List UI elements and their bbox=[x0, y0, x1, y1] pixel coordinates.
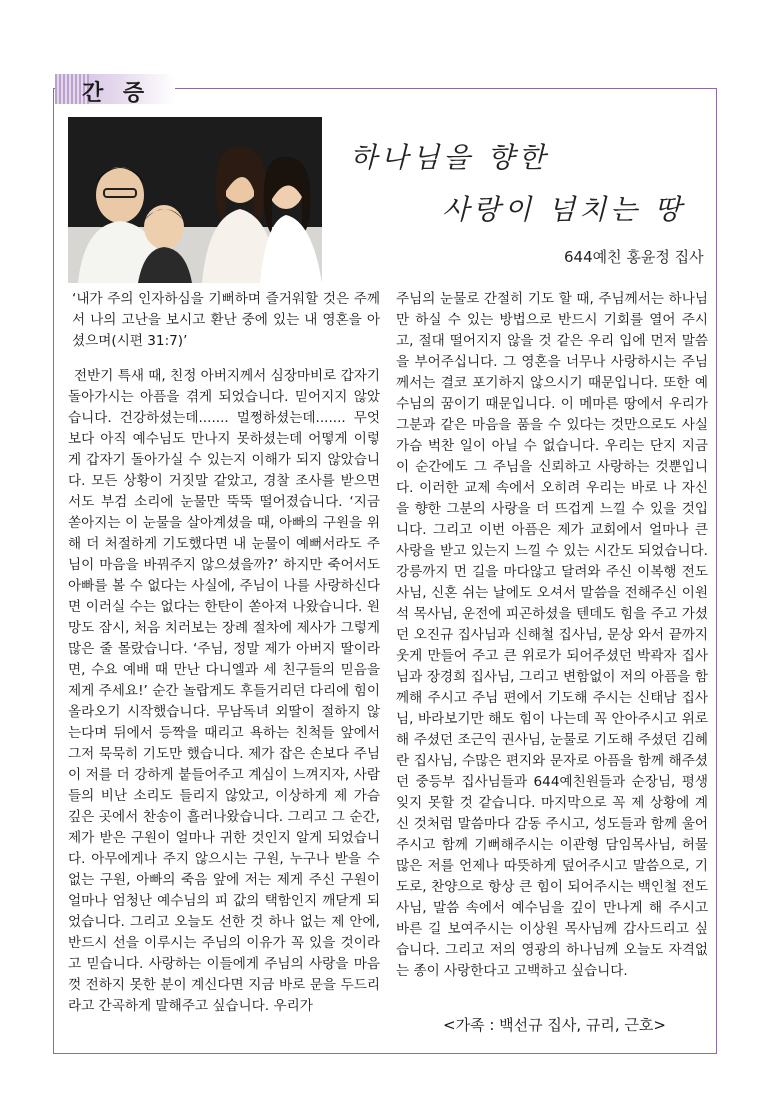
body-paragraph: 주님의 눈물로 간절히 기도 할 때, 주님께서는 하나님만 하실 수 있는 방법으로 반드시 기회를 열어 주시고, 절대 떨어지지 않을 것 같은 우리 입에 먼저 말씀을 부어주십니다. 그 영혼을 너무나 사랑하시는 주님께서는 결코 포기하지 않으시기 때문입니다. 또한 예수님의 꿈이기 때문입니다. 이 메마른 땅에서 우리가 그분과 같은 마음을 품을 수 있다는 것만으로도 사실 가슴 벅찬 일이 아닐 수 없습니다. 우리는 단지 지금 이 순간에도 그 주님을 신뢰하고 사랑하는 것뿐입니다. 이러한 교제 속에서 오히려 우리는 바로 나 자신을 향한 그분의 사랑을 더 뜨겁게 느낄 수 있을 것입니다. 그리고 이번 아픔은 제가 교회에서 얼마나 큰 사랑을 받고 있는지 느낄 수 있는 시간도 되었습니다. 강릉까지 먼 길을 마다않고 달려와 주신 이복행 전도사님, 신혼 쉬는 날에도 오셔서 말씀을 전해주신 이원석 목사님, 운전에 피곤하셨을 텐데도 힘을 주고 가셨던 오진규 집사님과 신해철 집사님, 문상 와서 끝까지 웃게 만들어 주고 큰 위로가 되어주셨던 박곽자 집사님과 장경희 집사님, 그리고 변함없이 저의 아픔을 함께해 주시고 주님 편에서 기도해 주시는 신태남 집사님, 바라보기만 해도 힘이 나는데 꼭 안아주시고 위로해 주셨던 조근익 권사님, 눈물로 기도해 주셨던 김혜란 집사님, 수많은 편지와 문자로 아픔을 함께 해주셨던 중등부 집사님들과 644예친원들과 순장님, 평생 잊지 못할 것 같습니다. 마지막으로 꼭 제 상황에 계신 것처럼 말씀마다 감동 주시고, 성도들과 함께 울어주시고 함께 기뻐해주시는 이관형 담임목사님, 허물 많은 저를 언제나 따뜻하게 덮어주시고 말씀으로, 기도로, 찬양으로 항상 큰 힘이 되어주시는 백인철 전도사님, 말씀 속에서 예수님을 깊이 만나게 해 주시고 바른 길 보여주시는 이상원 목사님께 감사드리고 싶습니다. 그리고 저의 영광의 하나님께 오늘도 자격없는 종이 사랑한다고 고백하고 싶습니다. bbox=[396, 291, 708, 979]
left-column bbox=[68, 289, 380, 1017]
family-photo bbox=[68, 117, 322, 283]
right-column bbox=[396, 289, 708, 982]
title-line-2: 사랑이 넘치는 땅 bbox=[442, 193, 686, 226]
author-byline: 644예친 홍윤정 집사 bbox=[564, 248, 704, 266]
title-line-1: 하나님을 향한 bbox=[350, 141, 550, 174]
scripture-verse: ‘내가 주의 인자하심을 기뻐하며 즐거워할 것은 주께서 나의 고난을 보시고 환난 중에 있는 내 영혼을 아셨으며(시편 31:7)’ bbox=[72, 291, 380, 349]
section-label: 간 증 bbox=[82, 81, 151, 106]
family-photo-illustration bbox=[68, 117, 322, 283]
family-note: <가족 : 백선규 집사, 규리, 근호> bbox=[443, 1016, 666, 1034]
body-paragraph: 전반기 특새 때, 친정 아버지께서 심장마비로 갑자기 돌아가시는 아픔을 겪게 되었습니다. 믿어지지 않았습니다. 건강하셨는데....... 멀쩡하셨는데....... 무엇보다 아직 예수님도 만나지 못하셨는데 어떻게 이렇게 갑자기 돌아가실 수 있는지 이해가 되지 않았습니다. 모든 상황이 거짓말 같았고, 경찰 조사를 받으면서도 부검 소리에 눈물만 뚝뚝 떨어졌습니다. ‘지금 쏟아지는 이 눈물을 살아계셨을 때, 아빠의 구원을 위해 더 처절하게 기도했다면 내 눈물이 예뻐서라도 주님이 마음을 바꿔주지 않으셨을까?’ 하지만 죽어서도 아빠를 볼 수 없다는 사실에, 주님이 나를 사랑하신다면 이러실 수는 없다는 한탄이 쏟아져 나왔습니다. 원망도 잠시, 처음 치러보는 장례 절차에 제사가 그렇게 많은 줄 몰랐습니다. ‘주님, 정말 제가 아버지 딸이라면, 수요 예배 때 만난 다니엘과 세 친구들의 믿음을 제게 주세요!’ 순간 놀랍게도 후들거리던 다리에 힘이 올라오기 시작했습니다. 무남독녀 외딸이 절하지 않는다며 뒤에서 등짝을 때리고 욕하는 친척들 앞에서 그저 묵묵히 기도만 했습니다. 제가 잡은 손보다 주님이 저를 더 강하게 붙들어주고 계심이 느껴지자, 사람들의 비난 소리도 들리지 않았고, 이상하게 제 가슴 깊은 곳에서 찬송이 흘러나왔습니다. 그리고 그 순간, 제가 받은 구원이 얼마나 귀한 것인지 알게 되었습니다. 아무에게나 주지 않으시는 구원, 누구나 받을 수 없는 구원, 아빠의 죽음 앞에 저는 제게 주신 구원이 얼마나 엄청난 예수님의 피 값의 택함인지 깨닫게 되었습니다. 그리고 오늘도 선한 것 하나 없는 제 안에, 반드시 선을 이루시는 주님의 이유가 꼭 있을 것이라고 믿습니다. 사랑하는 이들에게 주님의 사랑을 마음껏 전하지 못한 분이 계신다면 지금 바로 문을 두드리라고 간곡하게 말해주고 싶습니다. 우리가 bbox=[68, 368, 381, 1014]
